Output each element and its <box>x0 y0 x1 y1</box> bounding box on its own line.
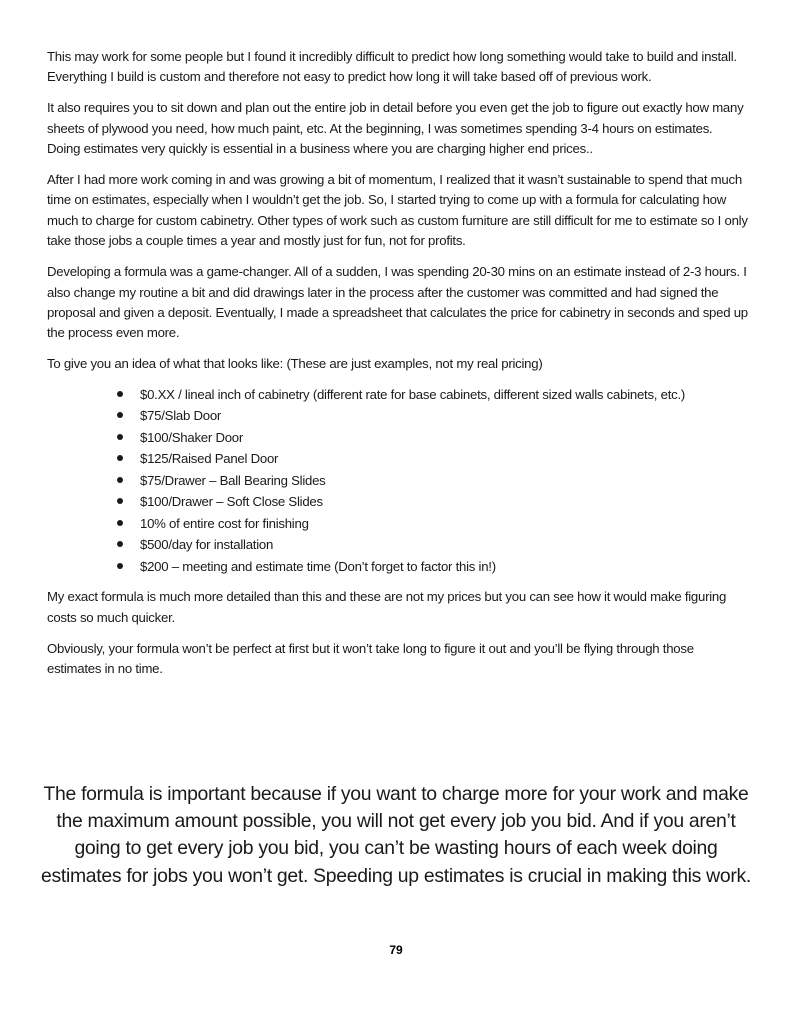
page-body <box>47 47 749 690</box>
bullet-icon <box>117 455 123 461</box>
list-item-text: $75/Slab Door <box>140 408 222 424</box>
list-item <box>47 534 749 556</box>
list-item <box>47 556 749 578</box>
bullet-icon <box>117 520 123 526</box>
bullet-icon <box>117 541 123 547</box>
list-item <box>47 513 749 535</box>
paragraph-formula-game-changer: Developing a formula was a game-changer. All of a sudden, I was spending 20-30 mins on an estimate instead of 2-3 hours. I also change my routine a bit and did drawings later in the process after the customer was committed and had signed the proposal and given a deposit. Eventually, I made a spreadsheet that calculates the price for cabinetry in seconds and sped up the process even more. <box>47 264 748 341</box>
list-item-text: $125/Raised Panel Door <box>140 451 279 467</box>
pull-quote: The formula is important because if you want to charge more for your work and make the maximum amount possible, you will not get every job you bid. And if you aren’t going to get every job you bid, you can’t be wasting hours of each week doing estimates for jobs you won’t get. Speeding up estimates is crucial in making this work. <box>40 783 751 887</box>
paragraph-exact-formula: My exact formula is much more detailed than this and these are not my prices but you can see how it would make figuring costs so much quicker. <box>47 589 727 625</box>
list-item-text: $75/Drawer – Ball Bearing Slides <box>140 472 326 488</box>
bullet-icon <box>117 434 123 440</box>
list-item-text: $100/Drawer – Soft Close Slides <box>140 494 323 510</box>
list-item-text: 10% of entire cost for finishing <box>140 515 309 531</box>
list-item <box>47 427 749 449</box>
page-number: 79 <box>389 943 403 957</box>
price-list <box>47 384 749 578</box>
bullet-icon <box>117 477 123 483</box>
bullet-icon <box>117 563 123 569</box>
bullet-icon <box>117 391 123 397</box>
list-item <box>47 491 749 513</box>
paragraph-sustainability: After I had more work coming in and was growing a bit of momentum, I realized that it wasn’t sustainable to spend that much time on estimates, especially when I wouldn’t get the job. So, I started trying to come up with a formula for calculating how much to charge for custom cabinetry. Other types of work such as custom furniture are still difficult for me to estimate so I only take those jobs a couple times a year and mostly just for fun, not for profits. <box>47 172 748 249</box>
paragraph-examples-intro: To give you an idea of what that looks like: (These are just examples, not my real pricing) <box>47 356 543 372</box>
list-item <box>47 384 749 406</box>
bullet-icon <box>117 498 123 504</box>
bullet-icon <box>117 412 123 418</box>
list-item <box>47 405 749 427</box>
paragraph-unpredictable-time: This may work for some people but I found it incredibly difficult to predict how long something would take to build and install. Everything I build is custom and therefore not easy to predict how long it will take based off of previous work. <box>47 49 737 85</box>
list-item-text: $0.XX / lineal inch of cabinetry (different rate for base cabinets, different sized walls cabinets, etc.) <box>140 386 686 402</box>
list-item-text: $100/Shaker Door <box>140 429 244 445</box>
list-item-text: $200 – meeting and estimate time (Don’t forget to factor this in!) <box>140 558 496 574</box>
list-item-text: $500/day for installation <box>140 537 274 553</box>
paragraph-not-perfect: Obviously, your formula won’t be perfect at first but it won’t take long to figure it out and you’ll be flying through those estimates in no time. <box>47 640 694 676</box>
paragraph-plan-entire-job: It also requires you to sit down and plan out the entire job in detail before you even get the job to figure out exactly how many sheets of plywood you need, how much paint, etc. At the beginning, I was sometimes spending 3-4 hours on estimates. Doing estimates very quickly is essential in a business where you are charging higher end prices.. <box>47 100 744 157</box>
list-item <box>47 470 749 492</box>
list-item <box>47 448 749 470</box>
